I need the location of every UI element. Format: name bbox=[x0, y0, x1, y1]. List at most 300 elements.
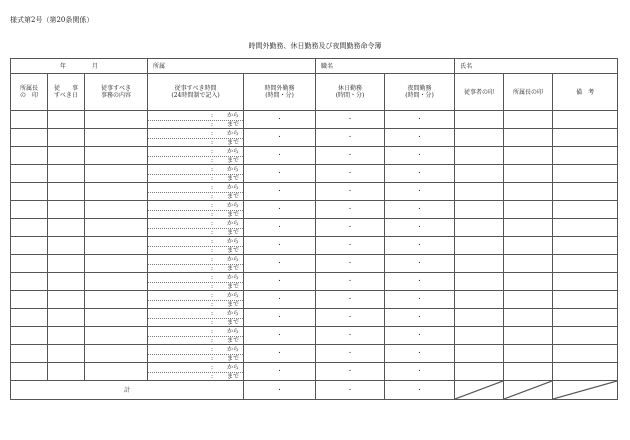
time-colon: : bbox=[210, 363, 214, 371]
header-work-time-line1: 従事すべき時間 bbox=[174, 85, 217, 92]
work-time-cell[interactable] bbox=[148, 129, 244, 147]
total-row bbox=[11, 381, 618, 400]
work-date-cell[interactable] bbox=[48, 345, 85, 363]
diagonal-slash bbox=[553, 381, 617, 399]
remarks-cell[interactable] bbox=[553, 327, 618, 345]
work-date-cell[interactable] bbox=[48, 273, 85, 291]
time-to-label: まで bbox=[227, 246, 240, 254]
worker-seal-cell[interactable] bbox=[455, 201, 504, 219]
time-to bbox=[148, 300, 239, 308]
time-colon: : bbox=[210, 129, 214, 137]
chief-seal-2-cell[interactable] bbox=[504, 111, 553, 129]
form-number-label: 様式第2号（第20条関係） bbox=[10, 16, 94, 24]
time-colon: : bbox=[210, 192, 214, 200]
holiday-cell[interactable]: ・ bbox=[316, 111, 385, 129]
time-to bbox=[148, 174, 239, 182]
night-cell[interactable]: ・ bbox=[385, 111, 455, 129]
remarks-cell[interactable] bbox=[553, 291, 618, 309]
time-to bbox=[148, 210, 239, 218]
remarks-cell[interactable] bbox=[553, 309, 618, 327]
night-cell[interactable]: ・ bbox=[385, 183, 455, 201]
work-date-cell[interactable] bbox=[48, 129, 85, 147]
time-from-label: から bbox=[227, 309, 240, 317]
time-from-label: から bbox=[227, 345, 240, 353]
chief-seal-2-cell[interactable] bbox=[504, 255, 553, 273]
header-night-line1: 夜間勤務 bbox=[407, 85, 432, 92]
table-row bbox=[11, 309, 618, 327]
time-to bbox=[148, 336, 239, 344]
table-row bbox=[11, 111, 618, 129]
work-date-cell[interactable] bbox=[48, 309, 85, 327]
work-date-cell[interactable] bbox=[48, 237, 85, 255]
remarks-cell[interactable] bbox=[553, 183, 618, 201]
time-to-label: まで bbox=[227, 174, 240, 182]
worker-seal-cell[interactable] bbox=[455, 363, 504, 381]
document-title: 時間外勤務、休日勤務及び夜間勤務命令簿 bbox=[248, 42, 382, 50]
total-worker-seal-cell bbox=[455, 381, 504, 400]
holiday-cell[interactable]: ・ bbox=[316, 255, 385, 273]
work-time-cell[interactable] bbox=[148, 291, 244, 309]
total-chief-seal-cell bbox=[504, 381, 553, 400]
night-cell[interactable]: ・ bbox=[385, 255, 455, 273]
remarks-cell[interactable] bbox=[553, 111, 618, 129]
chief-seal-2-cell[interactable] bbox=[504, 183, 553, 201]
time-from bbox=[148, 273, 239, 281]
work-time-cell[interactable] bbox=[148, 237, 244, 255]
overtime-cell[interactable]: ・ bbox=[244, 183, 316, 201]
time-from bbox=[148, 345, 239, 353]
holiday-cell[interactable]: ・ bbox=[316, 273, 385, 291]
total-night-cell[interactable]: ・ bbox=[385, 381, 455, 400]
time-from bbox=[148, 165, 239, 173]
night-cell[interactable]: ・ bbox=[385, 237, 455, 255]
overtime-cell[interactable]: ・ bbox=[244, 255, 316, 273]
remarks-cell[interactable] bbox=[553, 219, 618, 237]
time-to-label: まで bbox=[227, 210, 240, 218]
chief-seal-2-cell[interactable] bbox=[504, 327, 553, 345]
holiday-cell[interactable]: ・ bbox=[316, 147, 385, 165]
work-content-cell[interactable] bbox=[85, 201, 148, 219]
remarks-cell[interactable] bbox=[553, 129, 618, 147]
department-label: 所属 bbox=[153, 62, 166, 70]
time-colon: : bbox=[210, 273, 214, 281]
chief-seal-2-cell[interactable] bbox=[504, 147, 553, 165]
time-colon: : bbox=[210, 336, 214, 344]
time-colon: : bbox=[210, 255, 214, 263]
time-to-label: まで bbox=[227, 318, 240, 326]
holiday-cell[interactable]: ・ bbox=[316, 129, 385, 147]
time-from-label: から bbox=[227, 219, 240, 227]
table-row bbox=[11, 255, 618, 273]
overtime-cell[interactable]: ・ bbox=[244, 201, 316, 219]
time-to bbox=[148, 318, 239, 326]
work-content-cell[interactable] bbox=[85, 255, 148, 273]
header-work-date-line2: すべき日 bbox=[54, 92, 78, 99]
work-time-cell[interactable] bbox=[148, 111, 244, 129]
time-from-label: から bbox=[227, 255, 240, 263]
work-content-cell[interactable] bbox=[85, 345, 148, 363]
work-time-cell[interactable] bbox=[148, 147, 244, 165]
time-colon: : bbox=[210, 372, 214, 380]
header-chief-seal-2: 所属長の印 bbox=[504, 74, 553, 111]
header-overtime-line1: 時間外勤務 bbox=[264, 85, 295, 92]
header-work-content bbox=[85, 74, 148, 111]
time-from bbox=[148, 201, 239, 209]
chief-seal-cell[interactable] bbox=[11, 201, 48, 219]
time-from-label: から bbox=[227, 129, 240, 137]
work-date-cell[interactable] bbox=[48, 291, 85, 309]
table-row bbox=[11, 219, 618, 237]
time-to-label: まで bbox=[227, 282, 240, 290]
time-from bbox=[148, 129, 239, 137]
worker-seal-cell[interactable] bbox=[455, 237, 504, 255]
overtime-cell[interactable]: ・ bbox=[244, 147, 316, 165]
time-from-label: から bbox=[227, 237, 240, 245]
holiday-cell[interactable]: ・ bbox=[316, 363, 385, 381]
time-from-label: から bbox=[227, 201, 240, 209]
chief-seal-2-cell[interactable] bbox=[504, 165, 553, 183]
chief-seal-2-cell[interactable] bbox=[504, 237, 553, 255]
header-work-time bbox=[148, 74, 244, 111]
diagonal-slash bbox=[455, 381, 503, 399]
work-content-cell[interactable] bbox=[85, 147, 148, 165]
time-colon: : bbox=[210, 345, 214, 353]
worker-seal-cell[interactable] bbox=[455, 165, 504, 183]
time-colon: : bbox=[210, 219, 214, 227]
time-to-label: まで bbox=[227, 372, 240, 380]
time-to-label: まで bbox=[227, 264, 240, 272]
time-colon: : bbox=[210, 138, 214, 146]
chief-seal-cell[interactable] bbox=[11, 273, 48, 291]
work-time-cell[interactable] bbox=[148, 219, 244, 237]
time-colon: : bbox=[210, 291, 214, 299]
work-content-cell[interactable] bbox=[85, 129, 148, 147]
total-label: 計 bbox=[11, 381, 244, 400]
time-from-label: から bbox=[227, 111, 240, 119]
holiday-cell[interactable]: ・ bbox=[316, 345, 385, 363]
holiday-cell[interactable]: ・ bbox=[316, 201, 385, 219]
time-to bbox=[148, 264, 239, 272]
time-from-label: から bbox=[227, 273, 240, 281]
table-row bbox=[11, 147, 618, 165]
position-cell[interactable] bbox=[316, 59, 455, 74]
header-overtime-line2: (時間・分) bbox=[265, 92, 294, 99]
night-cell[interactable]: ・ bbox=[385, 129, 455, 147]
holiday-cell[interactable]: ・ bbox=[316, 291, 385, 309]
department-cell[interactable] bbox=[148, 59, 316, 74]
time-to-label: まで bbox=[227, 156, 240, 164]
header-chief-seal-line2: の 印 bbox=[19, 92, 38, 99]
chief-seal-2-cell[interactable] bbox=[504, 273, 553, 291]
chief-seal-cell[interactable] bbox=[11, 255, 48, 273]
work-date-cell[interactable] bbox=[48, 183, 85, 201]
overtime-cell[interactable]: ・ bbox=[244, 111, 316, 129]
work-content-cell[interactable] bbox=[85, 183, 148, 201]
night-cell[interactable]: ・ bbox=[385, 345, 455, 363]
chief-seal-cell[interactable] bbox=[11, 237, 48, 255]
header-work-date bbox=[48, 74, 85, 111]
work-time-cell[interactable] bbox=[148, 183, 244, 201]
remarks-cell[interactable] bbox=[553, 363, 618, 381]
time-colon: : bbox=[210, 147, 214, 155]
time-to-label: まで bbox=[227, 138, 240, 146]
time-from bbox=[148, 309, 239, 317]
time-to-label: まで bbox=[227, 228, 240, 236]
work-date-cell[interactable] bbox=[48, 363, 85, 381]
command-ledger-table bbox=[10, 58, 618, 400]
chief-seal-cell[interactable] bbox=[11, 363, 48, 381]
time-to-label: まで bbox=[227, 120, 240, 128]
work-content-cell[interactable] bbox=[85, 111, 148, 129]
header-holiday-line1: 休日勤務 bbox=[338, 85, 363, 92]
time-from-label: から bbox=[227, 147, 240, 155]
header-chief-seal-line1: 所属長 bbox=[19, 85, 38, 92]
time-colon: : bbox=[210, 111, 214, 119]
night-cell[interactable]: ・ bbox=[385, 219, 455, 237]
work-time-cell[interactable] bbox=[148, 345, 244, 363]
night-cell[interactable]: ・ bbox=[385, 201, 455, 219]
worker-seal-cell[interactable] bbox=[455, 147, 504, 165]
work-content-cell[interactable] bbox=[85, 237, 148, 255]
night-cell[interactable]: ・ bbox=[385, 147, 455, 165]
chief-seal-cell[interactable] bbox=[11, 327, 48, 345]
table-row bbox=[11, 363, 618, 381]
chief-seal-2-cell[interactable] bbox=[504, 363, 553, 381]
chief-seal-cell[interactable] bbox=[11, 183, 48, 201]
header-remarks: 備 考 bbox=[553, 74, 618, 111]
time-colon: : bbox=[210, 264, 214, 272]
work-time-cell[interactable] bbox=[148, 255, 244, 273]
work-content-cell[interactable] bbox=[85, 327, 148, 345]
time-colon: : bbox=[210, 228, 214, 236]
time-from-label: から bbox=[227, 291, 240, 299]
time-from bbox=[148, 237, 239, 245]
work-date-cell[interactable] bbox=[48, 327, 85, 345]
time-to bbox=[148, 156, 239, 164]
work-content-cell[interactable] bbox=[85, 219, 148, 237]
time-from bbox=[148, 363, 239, 371]
chief-seal-cell[interactable] bbox=[11, 165, 48, 183]
night-cell[interactable]: ・ bbox=[385, 165, 455, 183]
remarks-cell[interactable] bbox=[553, 165, 618, 183]
time-from bbox=[148, 327, 239, 335]
year-month-cell[interactable] bbox=[11, 59, 148, 74]
chief-seal-cell[interactable] bbox=[11, 129, 48, 147]
time-from bbox=[148, 147, 239, 155]
chief-seal-2-cell[interactable] bbox=[504, 291, 553, 309]
holiday-cell[interactable]: ・ bbox=[316, 327, 385, 345]
time-from bbox=[148, 219, 239, 227]
remarks-cell[interactable] bbox=[553, 345, 618, 363]
position-label: 職名 bbox=[321, 62, 334, 70]
night-cell[interactable]: ・ bbox=[385, 273, 455, 291]
overtime-cell[interactable]: ・ bbox=[244, 273, 316, 291]
overtime-cell[interactable]: ・ bbox=[244, 129, 316, 147]
work-date-cell[interactable] bbox=[48, 111, 85, 129]
work-content-cell[interactable] bbox=[85, 291, 148, 309]
chief-seal-cell[interactable] bbox=[11, 345, 48, 363]
header-holiday-line2: (時間・分) bbox=[335, 92, 365, 99]
header-overtime bbox=[244, 74, 316, 111]
table-row bbox=[11, 237, 618, 255]
night-cell[interactable]: ・ bbox=[385, 291, 455, 309]
chief-seal-cell[interactable] bbox=[11, 291, 48, 309]
chief-seal-2-cell[interactable] bbox=[504, 219, 553, 237]
time-from-label: から bbox=[227, 327, 240, 335]
time-colon: : bbox=[210, 120, 214, 128]
header-night bbox=[385, 74, 455, 111]
work-date-cell[interactable] bbox=[48, 219, 85, 237]
time-colon: : bbox=[210, 210, 214, 218]
time-to bbox=[148, 372, 239, 380]
time-from-label: から bbox=[227, 183, 240, 191]
overtime-cell[interactable]: ・ bbox=[244, 237, 316, 255]
header-work-time-line2: (24時間制で記入) bbox=[171, 92, 220, 99]
time-colon: : bbox=[210, 165, 214, 173]
work-time-cell[interactable] bbox=[148, 309, 244, 327]
worker-seal-cell[interactable] bbox=[455, 255, 504, 273]
table-row bbox=[11, 273, 618, 291]
header-holiday bbox=[316, 74, 385, 111]
night-cell[interactable]: ・ bbox=[385, 309, 455, 327]
overtime-cell[interactable]: ・ bbox=[244, 309, 316, 327]
work-time-cell[interactable] bbox=[148, 165, 244, 183]
work-content-cell[interactable] bbox=[85, 309, 148, 327]
time-colon: : bbox=[210, 282, 214, 290]
time-to bbox=[148, 228, 239, 236]
overtime-cell[interactable]: ・ bbox=[244, 327, 316, 345]
work-time-cell[interactable] bbox=[148, 327, 244, 345]
work-time-cell[interactable] bbox=[148, 273, 244, 291]
info-row bbox=[11, 59, 618, 74]
worker-seal-cell[interactable] bbox=[455, 129, 504, 147]
chief-seal-cell[interactable] bbox=[11, 219, 48, 237]
diagonal-slash bbox=[504, 381, 552, 399]
chief-seal-2-cell[interactable] bbox=[504, 309, 553, 327]
time-from bbox=[148, 255, 239, 263]
time-colon: : bbox=[210, 300, 214, 308]
worker-seal-cell[interactable] bbox=[455, 183, 504, 201]
worker-seal-cell[interactable] bbox=[455, 309, 504, 327]
time-to bbox=[148, 120, 239, 128]
work-date-cell[interactable] bbox=[48, 147, 85, 165]
time-to-label: まで bbox=[227, 336, 240, 344]
time-colon: : bbox=[210, 327, 214, 335]
name-label: 氏名 bbox=[460, 62, 473, 70]
time-colon: : bbox=[210, 183, 214, 191]
holiday-cell[interactable]: ・ bbox=[316, 165, 385, 183]
time-to bbox=[148, 282, 239, 290]
time-from bbox=[148, 291, 239, 299]
remarks-cell[interactable] bbox=[553, 237, 618, 255]
time-to bbox=[148, 192, 239, 200]
worker-seal-cell[interactable] bbox=[455, 219, 504, 237]
name-cell[interactable] bbox=[455, 59, 618, 74]
chief-seal-cell[interactable] bbox=[11, 309, 48, 327]
work-date-cell[interactable] bbox=[48, 201, 85, 219]
remarks-cell[interactable] bbox=[553, 147, 618, 165]
time-colon: : bbox=[210, 174, 214, 182]
night-cell[interactable]: ・ bbox=[385, 327, 455, 345]
chief-seal-cell[interactable] bbox=[11, 111, 48, 129]
chief-seal-2-cell[interactable] bbox=[504, 345, 553, 363]
time-to bbox=[148, 354, 239, 362]
overtime-cell[interactable]: ・ bbox=[244, 291, 316, 309]
work-time-cell[interactable] bbox=[148, 363, 244, 381]
time-to bbox=[148, 138, 239, 146]
header-row bbox=[11, 74, 618, 111]
work-content-cell[interactable] bbox=[85, 273, 148, 291]
table-row bbox=[11, 345, 618, 363]
time-colon: : bbox=[210, 201, 214, 209]
year-label: 年 bbox=[60, 62, 67, 70]
time-colon: : bbox=[210, 309, 214, 317]
table-row bbox=[11, 201, 618, 219]
header-chief-seal bbox=[11, 74, 48, 111]
holiday-cell[interactable]: ・ bbox=[316, 219, 385, 237]
table-row bbox=[11, 129, 618, 147]
overtime-cell[interactable]: ・ bbox=[244, 219, 316, 237]
total-holiday-cell[interactable]: ・ bbox=[316, 381, 385, 400]
remarks-cell[interactable] bbox=[553, 273, 618, 291]
time-colon: : bbox=[210, 156, 214, 164]
holiday-cell[interactable]: ・ bbox=[316, 183, 385, 201]
time-colon: : bbox=[210, 354, 214, 362]
total-remarks-cell bbox=[553, 381, 618, 400]
time-colon: : bbox=[210, 318, 214, 326]
worker-seal-cell[interactable] bbox=[455, 111, 504, 129]
work-date-cell[interactable] bbox=[48, 165, 85, 183]
worker-seal-cell[interactable] bbox=[455, 273, 504, 291]
time-from bbox=[148, 183, 239, 191]
overtime-cell[interactable]: ・ bbox=[244, 363, 316, 381]
table-row bbox=[11, 183, 618, 201]
holiday-cell[interactable]: ・ bbox=[316, 237, 385, 255]
time-colon: : bbox=[210, 237, 214, 245]
work-content-cell[interactable] bbox=[85, 165, 148, 183]
remarks-cell[interactable] bbox=[553, 201, 618, 219]
remarks-cell[interactable] bbox=[553, 255, 618, 273]
time-from-label: から bbox=[227, 363, 240, 371]
table-row bbox=[11, 165, 618, 183]
worker-seal-cell[interactable] bbox=[455, 327, 504, 345]
header-work-content-line1: 従事すべき bbox=[101, 85, 131, 92]
total-overtime-cell[interactable]: ・ bbox=[244, 381, 316, 400]
overtime-cell[interactable]: ・ bbox=[244, 345, 316, 363]
header-work-content-line2: 事務の内容 bbox=[101, 92, 132, 99]
work-content-cell[interactable] bbox=[85, 363, 148, 381]
time-colon: : bbox=[210, 246, 214, 254]
chief-seal-2-cell[interactable] bbox=[504, 129, 553, 147]
table-row bbox=[11, 327, 618, 345]
night-cell[interactable]: ・ bbox=[385, 363, 455, 381]
worker-seal-cell[interactable] bbox=[455, 291, 504, 309]
holiday-cell[interactable]: ・ bbox=[316, 309, 385, 327]
table-row bbox=[11, 291, 618, 309]
time-to-label: まで bbox=[227, 300, 240, 308]
header-work-date-line1: 従 事 bbox=[53, 85, 78, 92]
chief-seal-cell[interactable] bbox=[11, 147, 48, 165]
time-to-label: まで bbox=[227, 192, 240, 200]
header-worker-seal: 従事者の印 bbox=[455, 74, 504, 111]
work-date-cell[interactable] bbox=[48, 255, 85, 273]
time-from bbox=[148, 111, 239, 119]
worker-seal-cell[interactable] bbox=[455, 345, 504, 363]
chief-seal-2-cell[interactable] bbox=[504, 201, 553, 219]
work-time-cell[interactable] bbox=[148, 201, 244, 219]
overtime-cell[interactable]: ・ bbox=[244, 165, 316, 183]
time-from-label: から bbox=[227, 165, 240, 173]
